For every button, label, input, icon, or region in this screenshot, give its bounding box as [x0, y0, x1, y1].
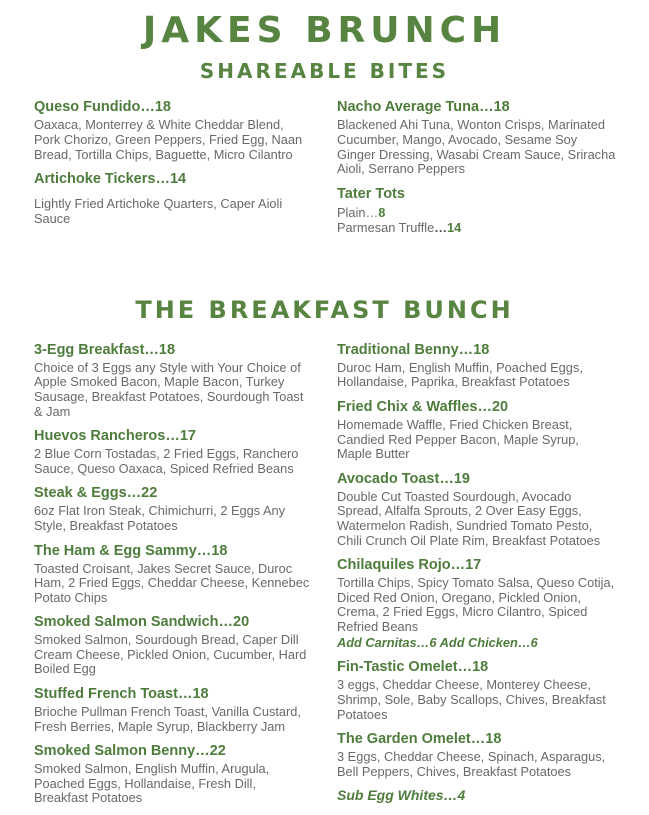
menu-item-sub-egg-whites [337, 788, 616, 803]
price-dots: … [126, 485, 142, 502]
item-name: Traditional Benny [337, 341, 459, 358]
price-dots: … [477, 398, 492, 415]
item-price: 17 [465, 557, 482, 574]
item-name: Stuffed French Toast [34, 686, 178, 703]
item-name: Fried Chix & Waffles [337, 398, 478, 415]
item-name: Steak & Eggs [34, 485, 127, 502]
item-description: Smoked Salmon, English Muffin, Arugula, Poached Eggs, Hollandaise, Fresh Dill, Breakfast Potatoes [34, 761, 270, 806]
item-name: Tater Tots [337, 185, 405, 202]
item-name: Smoked Salmon Benny [34, 743, 196, 760]
price-dots: … [365, 204, 379, 220]
item-title [337, 659, 616, 676]
variant-price: 8 [378, 204, 386, 220]
item-title [337, 557, 616, 574]
shareable-bites-right-column [337, 99, 616, 243]
item-title [34, 428, 313, 445]
item-addon-note: Add Carnitas…6 Add Chicken…6 [337, 635, 538, 651]
item-title [337, 471, 616, 488]
item-description: Blackened Ahi Tuna, Wonton Crisps, Marinated Cucumber, Mango, Avocado, Sesame Soy Ginger Dressing, Wasabi Cream Sauce, Sriracha Aioli, Serrano Peppers [337, 117, 616, 177]
menu-item-3-egg-breakfast [34, 342, 313, 419]
price-dots: … [144, 341, 159, 358]
menu-item-smoked-salmon-benny [34, 743, 313, 806]
menu-item-artichoke-tickers [34, 171, 313, 226]
item-price: 18 [493, 99, 510, 116]
breakfast-right-column [337, 342, 616, 815]
price-dots: … [458, 341, 474, 358]
item-title [34, 614, 313, 631]
item-price: 18 [211, 542, 228, 559]
item-price: 18 [158, 341, 176, 358]
menu-item-chilaquiles-rojo [337, 557, 616, 650]
menu-item-tater-tots [337, 186, 616, 235]
item-description: Choice of 3 Eggs any Style with Your Choice of Apple Smoked Bacon, Maple Bacon, Turkey Sausage, Breakfast Potatoes, Sourdough Toast & Jam [34, 359, 304, 419]
item-title [34, 686, 313, 703]
price-dots: … [155, 171, 170, 188]
item-name: Fin-Tastic Omelet [337, 659, 458, 676]
item-description: Brioche Pullman French Toast, Vanilla Custard, Fresh Berries, Maple Syrup, Blackberry Jam [34, 704, 301, 734]
menu-item-nacho-average-tuna [337, 99, 616, 176]
menu-item-ham-and-egg-sammy [34, 543, 313, 606]
item-title [34, 743, 313, 760]
item-title [34, 485, 313, 502]
item-name: 3-Egg Breakfast [34, 341, 145, 358]
price-dots: … [165, 428, 180, 445]
item-description: 2 Blue Corn Tostadas, 2 Fried Eggs, Ranchero Sauce, Queso Oaxaca, Spiced Refried Beans [34, 446, 299, 476]
item-price: 19 [453, 470, 470, 487]
item-title [337, 399, 616, 416]
price-dots: … [470, 731, 486, 748]
price-dots: … [195, 743, 210, 760]
item-price: 20 [233, 614, 250, 631]
item-title [337, 342, 616, 359]
item-price: 18 [472, 659, 489, 676]
page-title: JAKES BRUNCH [142, 10, 507, 51]
menu-item-traditional-benny [337, 342, 616, 390]
item-price: 18 [154, 99, 171, 116]
item-description: Tortilla Chips, Spicy Tomato Salsa, Queso Cotija, Diced Red Onion, Oregano, Pickled Onion, Crema, 2 Fried Eggs, Micro Cilantro, Spiced Refried Beans [337, 575, 615, 634]
price-dots: … [196, 542, 212, 559]
item-description: Smoked Salmon, Sourdough Bread, Caper Dill Cream Cheese, Pickled Onion, Cucumber, Hard Boiled Egg [34, 632, 307, 677]
item-name: Chilaquiles Rojo [337, 557, 451, 574]
menu-item-huevos-rancheros [34, 428, 313, 476]
item-title [337, 731, 616, 748]
item-description: Toasted Croisant, Jakes Secret Sauce, Duroc Ham, 2 Fried Eggs, Cheddar Cheese, Kennebec Potato Chips [34, 560, 310, 605]
item-name: Queso Fundido [34, 99, 141, 116]
item-price: 22 [141, 485, 158, 502]
price-dots: … [140, 99, 155, 116]
item-name: The Garden Omelet [337, 731, 471, 748]
item-title [34, 543, 313, 560]
price-dots: … [218, 614, 234, 631]
shareable-bites-columns [34, 99, 615, 243]
section-heading-shareable-bites: SHAREABLE BITES [199, 59, 450, 84]
price-dots: … [450, 557, 466, 574]
menu-item-garden-omelet [337, 731, 616, 779]
menu-item-fried-chix-and-waffles [337, 399, 616, 462]
item-price: 22 [209, 743, 226, 760]
price-dots: … [434, 219, 448, 235]
item-description: 3 Eggs, Cheddar Cheese, Spinach, Asparagus, Bell Peppers, Chives, Breakfast Potatoes [337, 749, 606, 779]
item-price: 18 [485, 731, 502, 748]
item-title [337, 99, 616, 116]
menu-item-smoked-salmon-sandwich [34, 614, 313, 677]
item-name: Smoked Salmon Sandwich [34, 614, 219, 631]
item-description: Double Cut Toasted Sourdough, Avocado Spread, Alfalfa Sprouts, 2 Over Easy Eggs, Watermelon Radish, Sundried Tomato Pesto, Chili Crunch Oil Plate Rim, Breakfast Potatoes [337, 488, 601, 548]
item-price: 14 [169, 171, 187, 188]
item-price: 18 [192, 686, 209, 703]
variant-price: 14 [447, 219, 462, 235]
item-name: Artichoke Tickers [34, 171, 156, 188]
item-description: 3 eggs, Cheddar Cheese, Monterey Cheese, Shrimp, Sole, Baby Scallops, Chives, Breakfast Potatoes [337, 677, 606, 722]
price-dots: … [457, 659, 473, 676]
item-variant-parmesan-truffle [337, 220, 616, 235]
menu-item-avocado-toast [337, 471, 616, 548]
item-description: Lightly Fried Artichoke Quarters, Caper Aioli Sauce [34, 196, 283, 226]
item-name: Avocado Toast [337, 470, 440, 487]
sub-egg-whites-note: Sub Egg Whites…4 [337, 787, 466, 804]
price-dots: … [439, 470, 454, 487]
variant-label: Parmesan Truffle [337, 219, 435, 235]
item-title [34, 171, 313, 188]
item-variant-plain [337, 205, 616, 220]
price-dots: … [177, 686, 193, 703]
variant-label: Plain [337, 204, 366, 220]
item-title [337, 186, 616, 203]
section-heading-breakfast-bunch: THE BREAKFAST BUNCH [135, 295, 514, 324]
price-dots: … [479, 99, 494, 116]
menu-item-steak-and-eggs [34, 485, 313, 533]
item-name: Nacho Average Tuna [337, 99, 480, 116]
menu-item-fin-tastic-omelet [337, 659, 616, 722]
item-price: 18 [473, 341, 490, 358]
item-title [34, 342, 313, 359]
shareable-bites-left-column [34, 99, 313, 243]
item-description: Homemade Waffle, Fried Chicken Breast, Candied Red Pepper Bacon, Maple Syrup, Maple Butter [337, 416, 579, 462]
item-description: Duroc Ham, English Muffin, Poached Eggs, Hollandaise, Paprika, Breakfast Potatoes [337, 359, 583, 390]
item-name: Huevos Rancheros [34, 428, 166, 445]
breakfast-bunch-columns [34, 342, 615, 815]
item-name: The Ham & Egg Sammy [34, 542, 197, 559]
item-price: 17 [179, 428, 196, 445]
menu-item-stuffed-french-toast [34, 686, 313, 734]
item-price: 20 [491, 398, 509, 415]
item-description: 6oz Flat Iron Steak, Chimichurri, 2 Eggs Any Style, Breakfast Potatoes [34, 503, 286, 533]
item-title [34, 99, 313, 116]
breakfast-left-column [34, 342, 313, 815]
item-description: Oaxaca, Monterrey & White Cheddar Blend, Pork Chorizo, Green Peppers, Fried Egg, Naan Bread, Tortilla Chips, Baguette, Micro Cilantro [34, 117, 303, 162]
menu-item-queso-fundido [34, 99, 313, 162]
